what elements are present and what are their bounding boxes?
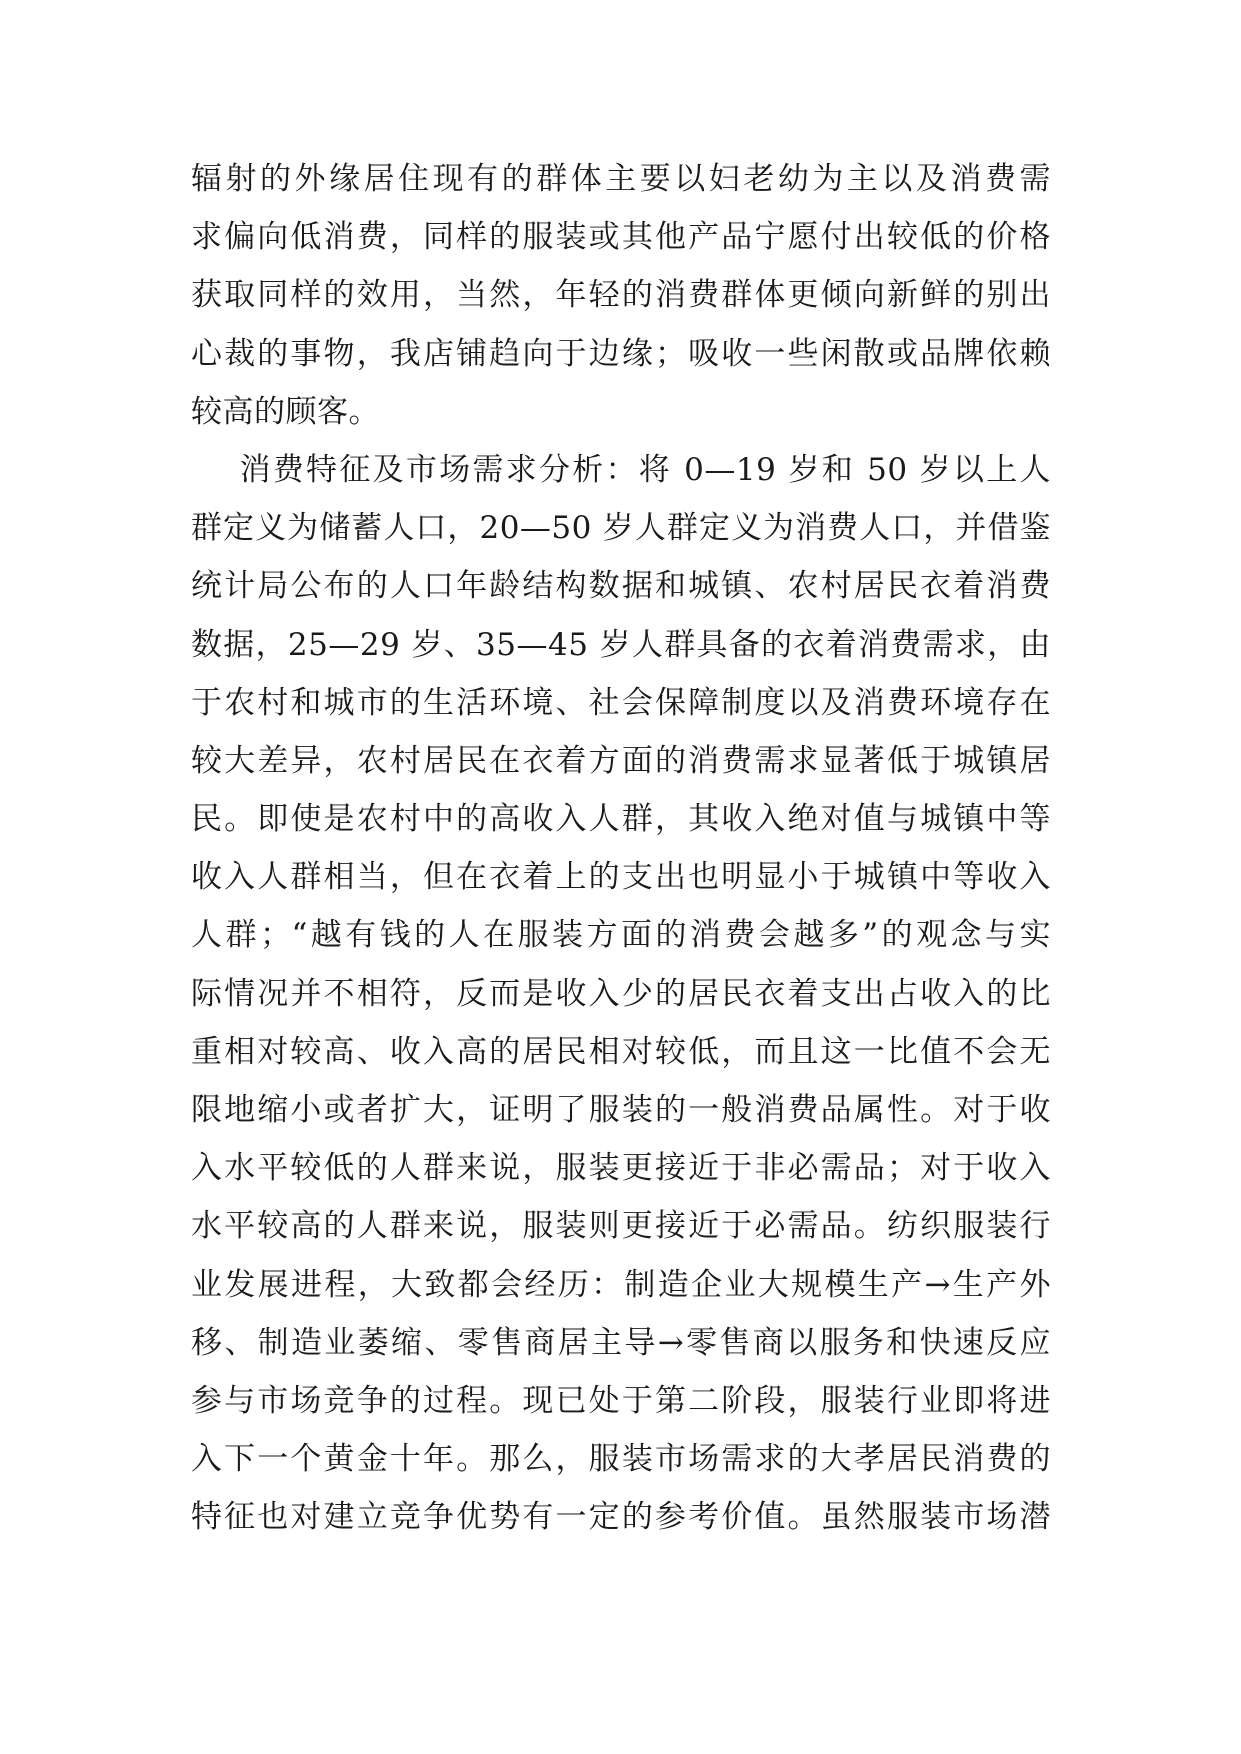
text-line: 较高的顾客。 <box>191 393 380 430</box>
text-line: 业发展进程，大致都会经历：制造企业大规模生产→生产外 <box>191 1266 1051 1303</box>
text-line: 人群；“越有钱的人在服装方面的消费会越多”的观念与实 <box>191 917 1051 954</box>
text-line: 收入人群相当，但在衣着上的支出也明显小于城镇中等收入 <box>191 859 1051 896</box>
text-line: 数据，25—29 岁、35—45 岁人群具备的衣着消费需求，由 <box>191 626 1051 663</box>
text-line: 际情况并不相符，反而是收入少的居民衣着支出占收入的比 <box>191 975 1051 1012</box>
text-line: 辐射的外缘居住现有的群体主要以妇老幼为主以及消费需 <box>191 161 1051 197</box>
text-line: 民。即使是农村中的高收入人群，其收入绝对值与城镇中等 <box>191 801 1051 838</box>
paragraph-2 <box>191 441 1051 1547</box>
paragraph-1 <box>191 150 1051 441</box>
text-line: 心裁的事物，我店铺趋向于边缘；吸收一些闲散或品牌依赖 <box>191 335 1051 372</box>
text-line: 较大差异，农村居民在衣着方面的消费需求显著低于城镇居 <box>191 742 1051 779</box>
text-line: 获取同样的效用，当然，年轻的消费群体更倾向新鲜的别出 <box>191 277 1051 314</box>
document-page <box>191 150 1051 1547</box>
text-line: 水平较高的人群来说，服装则更接近于必需品。纺织服装行 <box>191 1208 1051 1245</box>
text-line: 统计局公布的人口年龄结构数据和城镇、农村居民衣着消费 <box>191 568 1051 605</box>
text-line: 限地缩小或者扩大，证明了服装的一般消费品属性。对于收 <box>191 1092 1051 1128</box>
text-line: 于农村和城市的生活环境、社会保障制度以及消费环境存在 <box>191 684 1051 721</box>
text-line: 特征也对建立竞争优势有一定的参考价值。虽然服装市场潜 <box>191 1499 1051 1536</box>
text-line: 群定义为储蓄人口，20—50 岁人群定义为消费人口，并借鉴 <box>191 510 1051 547</box>
text-line: 求偏向低消费，同样的服装或其他产品宁愿付出较低的价格 <box>191 219 1051 256</box>
text-line: 参与市场竞争的过程。现已处于第二阶段，服装行业即将进 <box>191 1382 1051 1419</box>
text-line: 入水平较低的人群来说，服装更接近于非必需品；对于收入 <box>191 1150 1051 1187</box>
text-line: 移、制造业萎缩、零售商居主导→零售商以服务和快速反应 <box>191 1324 1051 1361</box>
text-line: 入下一个黄金十年。那么，服装市场需求的大孝居民消费的 <box>191 1441 1051 1478</box>
text-line: 消费特征及市场需求分析：将 0—19 岁和 50 岁以上人 <box>191 451 1051 488</box>
text-line: 重相对较高、收入高的居民相对较低，而且这一比值不会无 <box>191 1033 1051 1070</box>
